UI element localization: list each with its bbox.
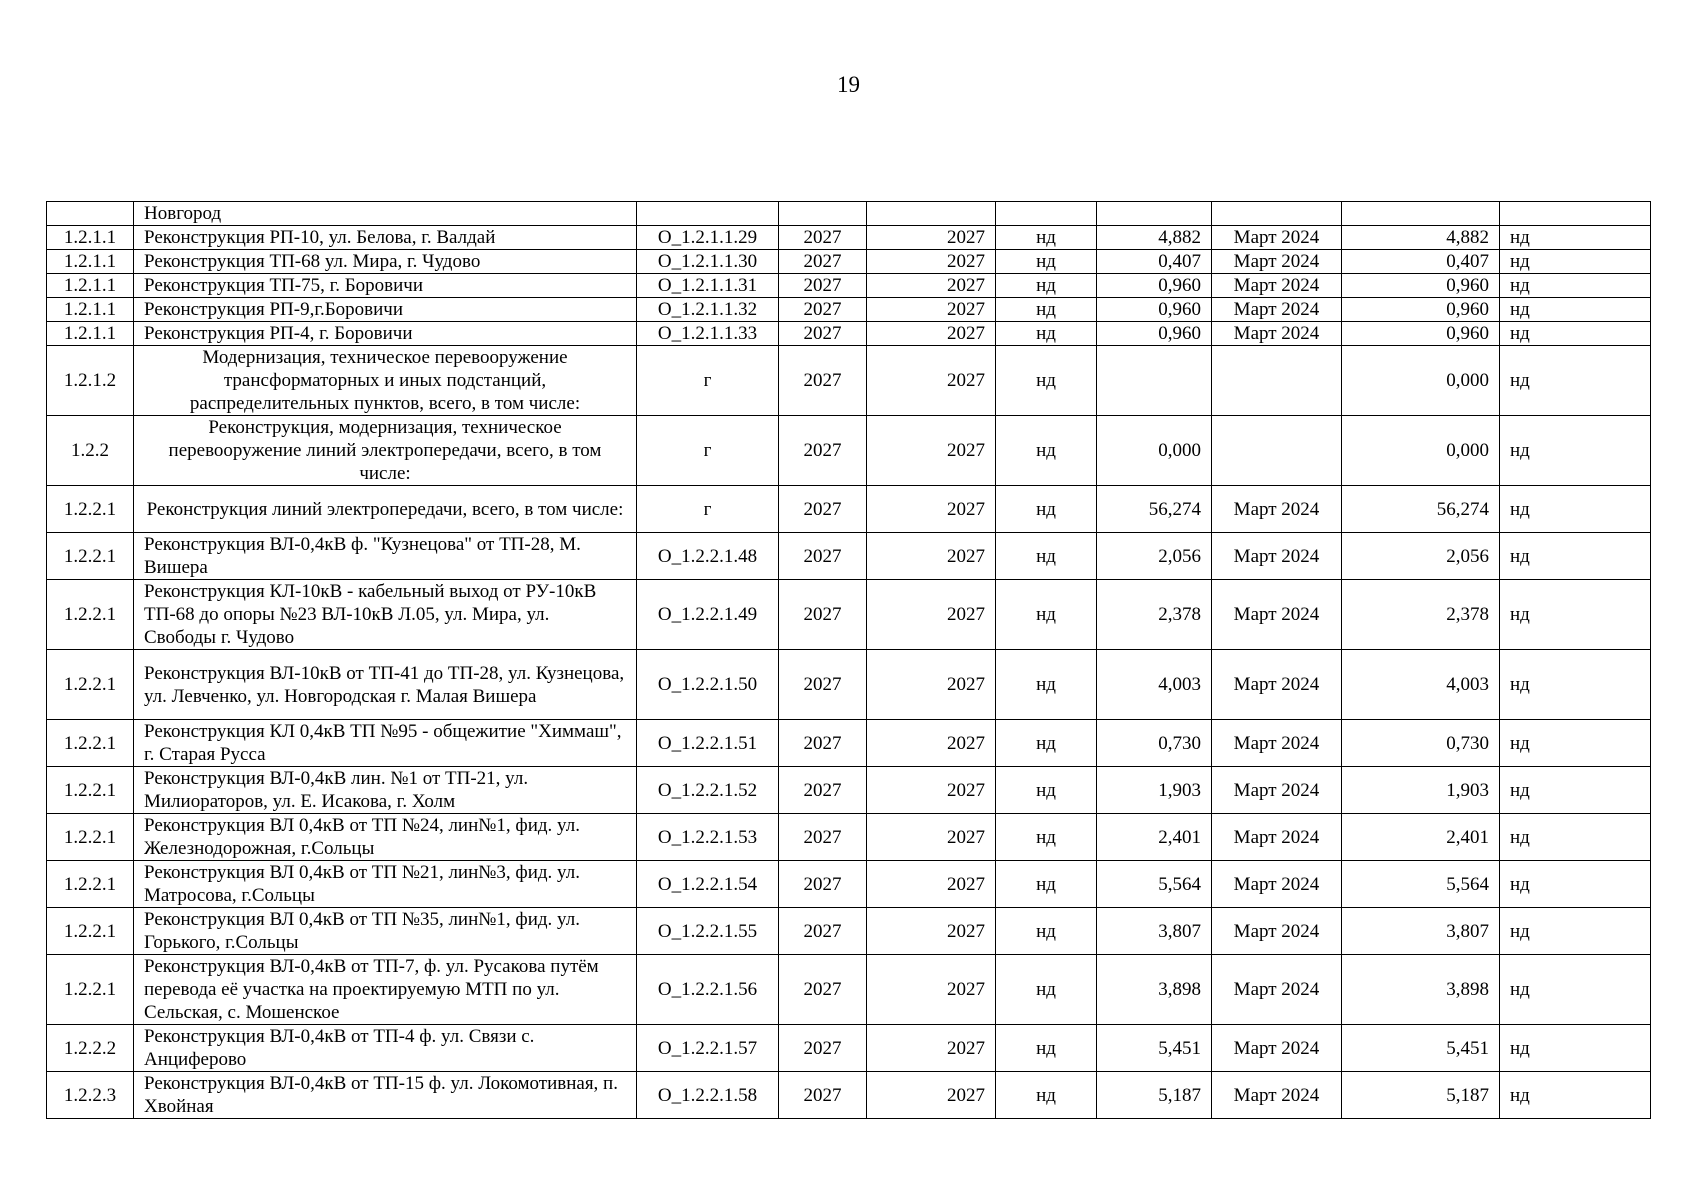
total-value-cell: 4,882 — [1342, 226, 1500, 250]
table-row — [47, 1072, 1651, 1119]
work-name-cell: Реконструкция ВЛ-0,4кВ от ТП-4 ф. ул. Связи с. Анциферово — [134, 1025, 637, 1072]
end-year-cell — [867, 202, 996, 226]
nd-mark-cell: нд — [996, 322, 1097, 346]
start-year-cell: 2027 — [779, 533, 867, 580]
end-year-cell: 2027 — [867, 226, 996, 250]
cost-value-cell: 4,003 — [1097, 650, 1212, 720]
nd-mark-cell: нд — [996, 1025, 1097, 1072]
nd-mark-2-cell: нд — [1500, 322, 1651, 346]
row-number-cell — [47, 202, 134, 226]
end-year-cell: 2027 — [867, 861, 996, 908]
total-value-cell: 5,564 — [1342, 861, 1500, 908]
table-row — [47, 486, 1651, 533]
project-code-cell: О_1.2.2.1.50 — [637, 650, 779, 720]
row-number-cell: 1.2.1.2 — [47, 346, 134, 416]
start-year-cell: 2027 — [779, 814, 867, 861]
cost-value-cell: 4,882 — [1097, 226, 1212, 250]
nd-mark-2-cell: нд — [1500, 226, 1651, 250]
nd-mark-2-cell — [1500, 202, 1651, 226]
work-name-cell: Реконструкция ВЛ 0,4кВ от ТП №35, лин№1, фид. ул. Горького, г.Сольцы — [134, 908, 637, 955]
start-year-cell: 2027 — [779, 274, 867, 298]
start-year-cell: 2027 — [779, 486, 867, 533]
table-row — [47, 767, 1651, 814]
cost-value-cell: 5,187 — [1097, 1072, 1212, 1119]
row-number-cell: 1.2.2.1 — [47, 533, 134, 580]
project-code-cell: О_1.2.1.1.33 — [637, 322, 779, 346]
nd-mark-cell: нд — [996, 298, 1097, 322]
end-year-cell: 2027 — [867, 533, 996, 580]
table-row — [47, 322, 1651, 346]
work-name-cell: Реконструкция ВЛ-10кВ от ТП-41 до ТП-28, ул. Кузнецова, ул. Левченко, ул. Новгородская г. Малая Вишера — [134, 650, 637, 720]
cost-value-cell: 2,378 — [1097, 580, 1212, 650]
nd-mark-cell: нд — [996, 861, 1097, 908]
project-code-cell: О_1.2.1.1.32 — [637, 298, 779, 322]
project-code-cell: г — [637, 346, 779, 416]
table-row — [47, 346, 1651, 416]
work-name-cell: Новгород — [134, 202, 637, 226]
nd-mark-2-cell: нд — [1500, 767, 1651, 814]
total-value-cell: 4,003 — [1342, 650, 1500, 720]
nd-mark-2-cell: нд — [1500, 908, 1651, 955]
nd-mark-2-cell: нд — [1500, 346, 1651, 416]
cost-value-cell: 5,564 — [1097, 861, 1212, 908]
project-code-cell: О_1.2.1.1.30 — [637, 250, 779, 274]
table-row — [47, 202, 1651, 226]
end-year-cell: 2027 — [867, 720, 996, 767]
row-number-cell: 1.2.1.1 — [47, 322, 134, 346]
price-date-cell: Март 2024 — [1212, 274, 1342, 298]
project-code-cell — [637, 202, 779, 226]
project-code-cell: О_1.2.2.1.55 — [637, 908, 779, 955]
row-number-cell: 1.2.2.1 — [47, 814, 134, 861]
work-name-cell: Модернизация, техническое перевооружение трансформаторных и иных подстанций, распределительных пунктов, всего, в том числе: — [134, 346, 637, 416]
price-date-cell — [1212, 346, 1342, 416]
row-number-cell: 1.2.1.1 — [47, 250, 134, 274]
nd-mark-cell: нд — [996, 1072, 1097, 1119]
nd-mark-cell: нд — [996, 346, 1097, 416]
cost-value-cell: 5,451 — [1097, 1025, 1212, 1072]
row-number-cell: 1.2.2.1 — [47, 580, 134, 650]
start-year-cell: 2027 — [779, 346, 867, 416]
end-year-cell: 2027 — [867, 1072, 996, 1119]
end-year-cell: 2027 — [867, 1025, 996, 1072]
total-value-cell: 0,960 — [1342, 274, 1500, 298]
cost-value-cell: 0,960 — [1097, 298, 1212, 322]
row-number-cell: 1.2.2.2 — [47, 1025, 134, 1072]
row-number-cell: 1.2.2.1 — [47, 908, 134, 955]
price-date-cell: Март 2024 — [1212, 580, 1342, 650]
table-row — [47, 298, 1651, 322]
work-name-cell: Реконструкция РП-10, ул. Белова, г. Валдай — [134, 226, 637, 250]
work-name-cell: Реконструкция ВЛ-0,4кВ от ТП-15 ф. ул. Локомотивная, п. Хвойная — [134, 1072, 637, 1119]
price-date-cell: Март 2024 — [1212, 1025, 1342, 1072]
row-number-cell: 1.2.2.1 — [47, 767, 134, 814]
start-year-cell: 2027 — [779, 250, 867, 274]
price-date-cell — [1212, 416, 1342, 486]
project-code-cell: О_1.2.1.1.31 — [637, 274, 779, 298]
start-year-cell: 2027 — [779, 720, 867, 767]
table-row — [47, 650, 1651, 720]
row-number-cell: 1.2.2.1 — [47, 650, 134, 720]
price-date-cell: Март 2024 — [1212, 908, 1342, 955]
nd-mark-2-cell: нд — [1500, 650, 1651, 720]
row-number-cell: 1.2.1.1 — [47, 274, 134, 298]
start-year-cell: 2027 — [779, 580, 867, 650]
nd-mark-2-cell: нд — [1500, 533, 1651, 580]
table-row — [47, 720, 1651, 767]
table-row — [47, 250, 1651, 274]
nd-mark-cell: нд — [996, 720, 1097, 767]
work-name-cell: Реконструкция ТП-68 ул. Мира, г. Чудово — [134, 250, 637, 274]
row-number-cell: 1.2.2.1 — [47, 861, 134, 908]
end-year-cell: 2027 — [867, 250, 996, 274]
table-body — [47, 202, 1651, 1119]
start-year-cell: 2027 — [779, 908, 867, 955]
nd-mark-cell: нд — [996, 955, 1097, 1025]
nd-mark-cell: нд — [996, 416, 1097, 486]
row-number-cell: 1.2.2 — [47, 416, 134, 486]
end-year-cell: 2027 — [867, 908, 996, 955]
total-value-cell: 2,401 — [1342, 814, 1500, 861]
investment-table — [46, 201, 1651, 1119]
start-year-cell: 2027 — [779, 650, 867, 720]
start-year-cell: 2027 — [779, 767, 867, 814]
work-name-cell: Реконструкция КЛ-10кВ - кабельный выход от РУ-10кВ ТП-68 до опоры №23 ВЛ-10кВ Л.05, ул. Мира, ул. Свободы г. Чудово — [134, 580, 637, 650]
work-name-cell: Реконструкция ТП-75, г. Боровичи — [134, 274, 637, 298]
total-value-cell — [1342, 202, 1500, 226]
project-code-cell: О_1.2.2.1.49 — [637, 580, 779, 650]
start-year-cell: 2027 — [779, 298, 867, 322]
nd-mark-2-cell: нд — [1500, 1072, 1651, 1119]
cost-value-cell: 56,274 — [1097, 486, 1212, 533]
start-year-cell: 2027 — [779, 1025, 867, 1072]
end-year-cell: 2027 — [867, 580, 996, 650]
row-number-cell: 1.2.2.1 — [47, 720, 134, 767]
nd-mark-2-cell: нд — [1500, 720, 1651, 767]
project-code-cell: г — [637, 416, 779, 486]
project-code-cell: О_1.2.1.1.29 — [637, 226, 779, 250]
price-date-cell: Март 2024 — [1212, 814, 1342, 861]
project-code-cell: г — [637, 486, 779, 533]
price-date-cell: Март 2024 — [1212, 298, 1342, 322]
nd-mark-cell: нд — [996, 486, 1097, 533]
end-year-cell: 2027 — [867, 346, 996, 416]
page-number: 19 — [837, 72, 860, 97]
nd-mark-cell: нд — [996, 814, 1097, 861]
work-name-cell: Реконструкция ВЛ 0,4кВ от ТП №21, лин№3, фид. ул. Матросова, г.Сольцы — [134, 861, 637, 908]
cost-value-cell: 0,960 — [1097, 274, 1212, 298]
project-code-cell: О_1.2.2.1.48 — [637, 533, 779, 580]
price-date-cell: Март 2024 — [1212, 650, 1342, 720]
table-row — [47, 226, 1651, 250]
row-number-cell: 1.2.1.1 — [47, 226, 134, 250]
nd-mark-cell: нд — [996, 274, 1097, 298]
work-name-cell: Реконструкция РП-9,г.Боровичи — [134, 298, 637, 322]
project-code-cell: О_1.2.2.1.56 — [637, 955, 779, 1025]
work-name-cell: Реконструкция линий электропередачи, всего, в том числе: — [134, 486, 637, 533]
nd-mark-2-cell: нд — [1500, 416, 1651, 486]
price-date-cell: Март 2024 — [1212, 250, 1342, 274]
work-name-cell: Реконструкция КЛ 0,4кВ ТП №95 - общежитие "Химмаш", г. Старая Русса — [134, 720, 637, 767]
cost-value-cell: 0,960 — [1097, 322, 1212, 346]
end-year-cell: 2027 — [867, 416, 996, 486]
table-row — [47, 416, 1651, 486]
work-name-cell: Реконструкция ВЛ-0,4кВ лин. №1 от ТП-21, ул. Милиораторов, ул. Е. Исакова, г. Холм — [134, 767, 637, 814]
work-name-cell: Реконструкция ВЛ-0,4кВ ф. "Кузнецова" от ТП-28, М. Вишера — [134, 533, 637, 580]
price-date-cell: Март 2024 — [1212, 861, 1342, 908]
start-year-cell: 2027 — [779, 955, 867, 1025]
price-date-cell: Март 2024 — [1212, 486, 1342, 533]
total-value-cell: 0,000 — [1342, 346, 1500, 416]
start-year-cell: 2027 — [779, 1072, 867, 1119]
total-value-cell: 56,274 — [1342, 486, 1500, 533]
nd-mark-2-cell: нд — [1500, 250, 1651, 274]
project-code-cell: О_1.2.2.1.51 — [637, 720, 779, 767]
row-number-cell: 1.2.2.3 — [47, 1072, 134, 1119]
nd-mark-cell: нд — [996, 650, 1097, 720]
end-year-cell: 2027 — [867, 767, 996, 814]
row-number-cell: 1.2.1.1 — [47, 298, 134, 322]
nd-mark-2-cell: нд — [1500, 486, 1651, 533]
total-value-cell: 0,960 — [1342, 322, 1500, 346]
nd-mark-cell: нд — [996, 250, 1097, 274]
price-date-cell: Март 2024 — [1212, 955, 1342, 1025]
cost-value-cell: 1,903 — [1097, 767, 1212, 814]
nd-mark-2-cell: нд — [1500, 298, 1651, 322]
cost-value-cell — [1097, 346, 1212, 416]
price-date-cell — [1212, 202, 1342, 226]
start-year-cell: 2027 — [779, 226, 867, 250]
end-year-cell: 2027 — [867, 486, 996, 533]
end-year-cell: 2027 — [867, 650, 996, 720]
total-value-cell: 0,407 — [1342, 250, 1500, 274]
project-code-cell: О_1.2.2.1.57 — [637, 1025, 779, 1072]
table-row — [47, 1025, 1651, 1072]
nd-mark-cell: нд — [996, 767, 1097, 814]
nd-mark-2-cell: нд — [1500, 861, 1651, 908]
cost-value-cell — [1097, 202, 1212, 226]
cost-value-cell: 2,056 — [1097, 533, 1212, 580]
start-year-cell — [779, 202, 867, 226]
cost-value-cell: 0,000 — [1097, 416, 1212, 486]
price-date-cell: Март 2024 — [1212, 767, 1342, 814]
total-value-cell: 0,730 — [1342, 720, 1500, 767]
cost-value-cell: 0,730 — [1097, 720, 1212, 767]
work-name-cell: Реконструкция ВЛ-0,4кВ от ТП-7, ф. ул. Русакова путём перевода её участка на проектируемую МТП по ул. Сельская, с. Мошенское — [134, 955, 637, 1025]
total-value-cell: 1,903 — [1342, 767, 1500, 814]
price-date-cell: Март 2024 — [1212, 226, 1342, 250]
start-year-cell: 2027 — [779, 416, 867, 486]
total-value-cell: 3,807 — [1342, 908, 1500, 955]
total-value-cell: 2,378 — [1342, 580, 1500, 650]
table-row — [47, 533, 1651, 580]
total-value-cell: 5,187 — [1342, 1072, 1500, 1119]
total-value-cell: 3,898 — [1342, 955, 1500, 1025]
cost-value-cell: 3,807 — [1097, 908, 1212, 955]
table-row — [47, 908, 1651, 955]
nd-mark-2-cell: нд — [1500, 274, 1651, 298]
end-year-cell: 2027 — [867, 274, 996, 298]
table-row — [47, 861, 1651, 908]
price-date-cell: Март 2024 — [1212, 720, 1342, 767]
price-date-cell: Март 2024 — [1212, 322, 1342, 346]
project-code-cell: О_1.2.2.1.53 — [637, 814, 779, 861]
end-year-cell: 2027 — [867, 298, 996, 322]
work-name-cell: Реконструкция, модернизация, техническое перевооружение линий электропередачи, всего, в том числе: — [134, 416, 637, 486]
row-number-cell: 1.2.2.1 — [47, 955, 134, 1025]
nd-mark-2-cell: нд — [1500, 814, 1651, 861]
total-value-cell: 2,056 — [1342, 533, 1500, 580]
project-code-cell: О_1.2.2.1.54 — [637, 861, 779, 908]
nd-mark-cell — [996, 202, 1097, 226]
nd-mark-2-cell: нд — [1500, 955, 1651, 1025]
work-name-cell: Реконструкция РП-4, г. Боровичи — [134, 322, 637, 346]
table-row — [47, 274, 1651, 298]
project-code-cell: О_1.2.2.1.52 — [637, 767, 779, 814]
nd-mark-2-cell: нд — [1500, 1025, 1651, 1072]
start-year-cell: 2027 — [779, 861, 867, 908]
table-row — [47, 955, 1651, 1025]
end-year-cell: 2027 — [867, 955, 996, 1025]
end-year-cell: 2027 — [867, 322, 996, 346]
nd-mark-2-cell: нд — [1500, 580, 1651, 650]
project-code-cell: О_1.2.2.1.58 — [637, 1072, 779, 1119]
table-row — [47, 580, 1651, 650]
price-date-cell: Март 2024 — [1212, 1072, 1342, 1119]
cost-value-cell: 0,407 — [1097, 250, 1212, 274]
price-date-cell: Март 2024 — [1212, 533, 1342, 580]
table-row — [47, 814, 1651, 861]
row-number-cell: 1.2.2.1 — [47, 486, 134, 533]
nd-mark-cell: нд — [996, 580, 1097, 650]
nd-mark-cell: нд — [996, 226, 1097, 250]
cost-value-cell: 3,898 — [1097, 955, 1212, 1025]
end-year-cell: 2027 — [867, 814, 996, 861]
total-value-cell: 0,960 — [1342, 298, 1500, 322]
nd-mark-cell: нд — [996, 533, 1097, 580]
cost-value-cell: 2,401 — [1097, 814, 1212, 861]
work-name-cell: Реконструкция ВЛ 0,4кВ от ТП №24, лин№1, фид. ул. Железнодорожная, г.Сольцы — [134, 814, 637, 861]
nd-mark-cell: нд — [996, 908, 1097, 955]
start-year-cell: 2027 — [779, 322, 867, 346]
total-value-cell: 0,000 — [1342, 416, 1500, 486]
total-value-cell: 5,451 — [1342, 1025, 1500, 1072]
